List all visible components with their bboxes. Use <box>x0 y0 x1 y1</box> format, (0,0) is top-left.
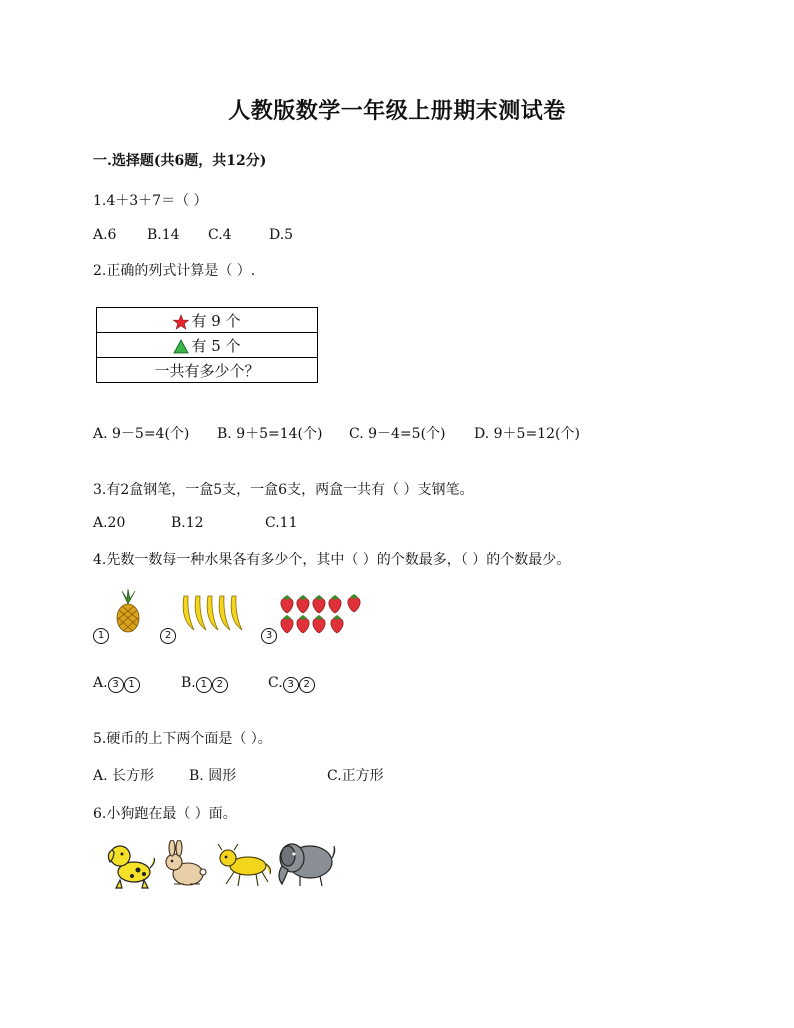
option-b[interactable]: B.14 <box>147 227 180 243</box>
question-1-options <box>93 227 293 243</box>
option-c[interactable]: C.11 <box>265 515 298 531</box>
option-a[interactable]: A.20 <box>93 515 126 531</box>
question-6: 6.小狗跑在最（ ）面。 <box>93 806 237 822</box>
question-5: 5.硬币的上下两个面是（ ）。 <box>93 731 272 747</box>
question-4-options <box>93 675 315 693</box>
table-row-total: 一共有多少个？ <box>97 358 318 383</box>
question-2-table <box>96 307 318 383</box>
strawberries-icon <box>278 594 364 634</box>
elephant-icon <box>274 836 336 888</box>
fruit-label-3: 3 <box>261 623 277 644</box>
question-3-options <box>93 515 297 531</box>
cow-icon <box>216 842 272 888</box>
question-5-options <box>93 765 384 785</box>
rabbit-icon <box>160 840 208 888</box>
question-3: 3.有2盒钢笔，一盒5支，一盒6支，两盒一共有（ ）支钢笔。 <box>93 482 474 498</box>
dog-icon <box>104 840 156 890</box>
option-a[interactable]: A.6 <box>93 227 117 243</box>
table-row-star <box>97 308 318 333</box>
option-d[interactable]: D.5 <box>269 227 294 243</box>
fruit-label-2: 2 <box>160 623 176 644</box>
question-4: 4.先数一数每一种水果各有多少个，其中（ ）的个数最多，（ ）的个数最少。 <box>93 552 571 568</box>
option-c[interactable]: C.4 <box>208 227 232 243</box>
fruit-label-1: 1 <box>93 623 109 644</box>
table-row-triangle-label: 有 5 个 <box>191 336 241 355</box>
option-a[interactable]: A. 9－5=4(个) <box>93 426 190 442</box>
table-row-star-label: 有 9 个 <box>191 311 241 330</box>
option-c[interactable]: C.正方形 <box>327 768 384 784</box>
pineapple-icon <box>113 588 143 634</box>
page-title: 人教版数学一年级上册期末测试卷 <box>228 98 566 124</box>
star-icon <box>173 314 189 330</box>
triangle-icon <box>173 339 189 354</box>
option-b[interactable]: B. 9＋5=14(个) <box>217 426 323 442</box>
option-b[interactable]: B.12 <box>171 515 204 531</box>
question-2-options <box>93 423 580 443</box>
question-2: 2.正确的列式计算是（ ）. <box>93 263 256 279</box>
table-row-triangle <box>97 333 318 358</box>
question-1: 1.4＋3＋7＝（ ） <box>93 193 208 209</box>
option-b[interactable]: B. 圆形 <box>189 768 237 784</box>
option-b[interactable]: B. 1 2 <box>181 675 268 693</box>
option-a[interactable]: A. 长方形 <box>93 768 155 784</box>
option-c[interactable]: C. 3 2 <box>268 675 315 693</box>
section-heading: 一.选择题(共6题，共12分) <box>93 153 267 169</box>
bananas-icon <box>178 592 248 634</box>
option-c[interactable]: C. 9－4=5(个) <box>349 426 446 442</box>
option-a[interactable]: A. 3 1 <box>93 675 181 693</box>
option-d[interactable]: D. 9＋5=12(个) <box>474 426 580 442</box>
